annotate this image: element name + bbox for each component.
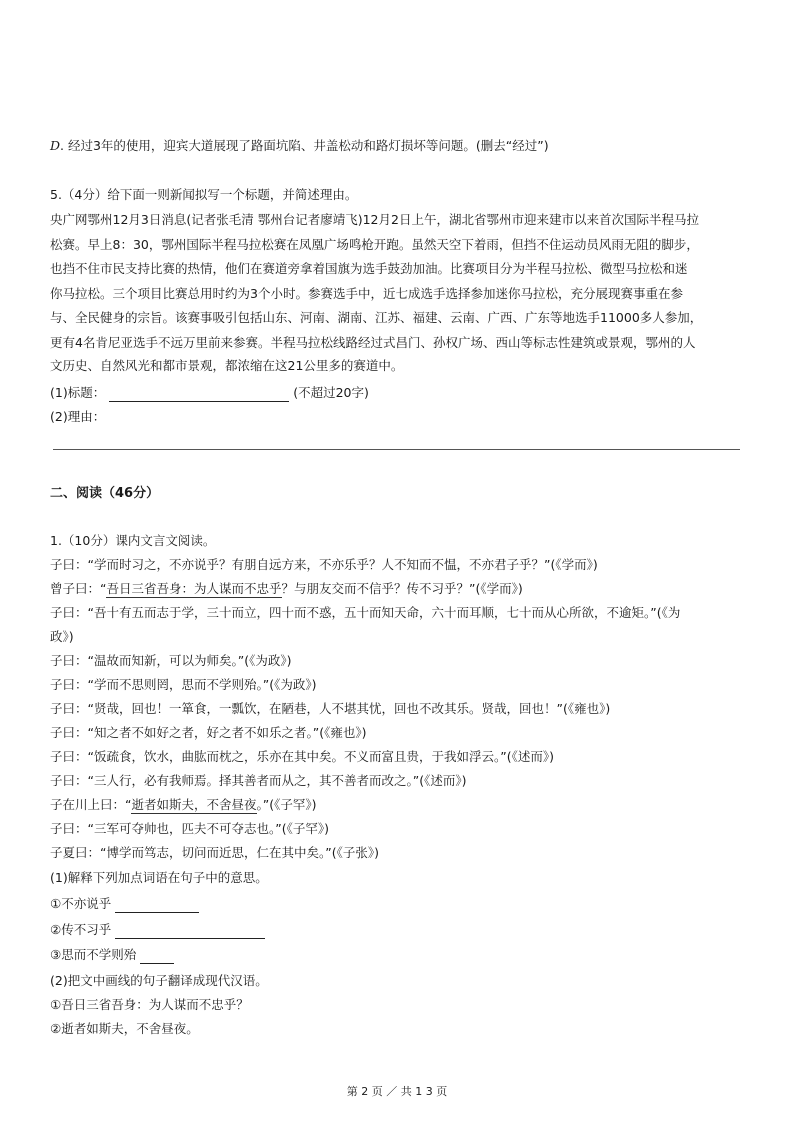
q1-stem: 1.（10分）课内文言文阅读。 [50, 533, 216, 548]
reason-answer-line[interactable] [53, 449, 740, 450]
classic-line: 子曰：“学而不思则罔，思而不学则殆。”(《为政》) [50, 677, 317, 692]
word-item-label: ②传不习乎 [50, 922, 112, 937]
classic-line: 子曰：“学而时习之，不亦说乎？有朋自远方来，不亦乐乎？人不知而不愠，不亦君子乎？”(《学而》) [50, 557, 598, 572]
q5-stem: 5.（4分）给下面一则新闻拟写一个标题，并简述理由。 [50, 187, 358, 202]
news-line: 也挡不住市民支持比赛的热情，他们在赛道旁拿着国旗为选手鼓劲加油。比赛项目分为半程马拉松、微型马拉松和迷 [50, 261, 688, 276]
word-item [50, 895, 750, 913]
word-item-label: ①不亦说乎 [50, 896, 112, 911]
classic-line [50, 796, 750, 814]
translate-item: ①吾日三省吾身：为人谋而不忠乎？ [50, 997, 249, 1012]
word-item [50, 946, 750, 964]
classic-line: 子夏曰：“博学而笃志，切问而近思，仁在其中矣。”(《子张》) [50, 845, 379, 860]
news-line: 你马拉松。三个项目比赛总用时约为3个小时。参赛选手中，近七成选手选择参加迷你马拉松，充分展现赛事重在参 [50, 286, 683, 301]
classic-line: 子曰：“饭疏食，饮水，曲肱而枕之，乐亦在其中矣。不义而富且贵，于我如浮云。”(《述而》) [50, 749, 554, 764]
line-prefix: 曾子曰：“ [50, 581, 107, 596]
option-letter: D [50, 138, 61, 153]
answer-blank[interactable] [115, 924, 265, 939]
title-label: (1)标题： [50, 385, 106, 400]
sub-question-2: (2)把文中画线的句子翻译成现代汉语。 [50, 973, 268, 988]
classic-line: 子曰：“三军可夺帅也，匹夫不可夺志也。”(《子罕》) [50, 821, 329, 836]
news-line: 松赛。早上8：30，鄂州国际半程马拉松赛在凤凰广场鸣枪开跑。虽然天空下着雨，但挡不住运动员风雨无阻的脚步， [50, 237, 699, 252]
option-text: . 经过3年的使用，迎宾大道展现了路面坑陷、井盖松动和路灯损坏等问题。(删去“经过”) [60, 138, 549, 153]
line-prefix: 子在川上曰：“ [50, 797, 132, 812]
line-suffix: 。”(《子罕》) [256, 797, 317, 812]
classic-line: 子曰：“知之者不如好之者，好之者不如乐之者。”(《雍也》) [50, 725, 367, 740]
classic-line: 子曰：“吾十有五而志于学，三十而立，四十而不惑，五十而知天命，六十而耳顺，七十而从心所欲，不逾矩。”(《为 [50, 605, 681, 620]
page-footer: 第 2 页 ／ 共 1 3 页 [346, 1085, 448, 1098]
classic-line: 政》) [50, 629, 74, 644]
underlined-sentence: 吾日三省吾身：为人谋而不忠乎 [106, 581, 282, 596]
answer-blank[interactable] [115, 898, 199, 913]
translate-item: ②逝者如斯夫，不舍昼夜。 [50, 1021, 199, 1036]
news-line: 文历史、自然风光和都市景观，都浓缩在这21公里多的赛道中。 [50, 358, 404, 373]
line-suffix: ？与朋友交而不信乎？传不习乎？”(《学而》) [281, 581, 523, 596]
news-line: 央广网鄂州12月3日消息(记者张毛清 鄂州台记者廖靖飞)12月2日上午，湖北省鄂州市迎来建市以来首次国际半程马拉 [50, 212, 699, 227]
word-item-label: ③思而不学则殆 [50, 947, 137, 962]
classic-line [50, 580, 750, 598]
news-line: 与、全民健身的宗旨。该赛事吸引包括山东、河南、湖南、江苏、福建、云南、广西、广东等地选手11000多人参加， [50, 310, 703, 325]
q4-option-d [50, 137, 750, 155]
sub-question-1: (1)解释下列加点词语在句子中的意思。 [50, 870, 268, 885]
news-line: 更有4名肯尼亚选手不远万里前来参赛。半程马拉松线路经过式昌门、孙权广场、西山等标志性建筑或景观，鄂州的人 [50, 335, 696, 350]
title-note: (不超过20字) [293, 385, 369, 400]
title-answer-blank[interactable] [109, 387, 289, 402]
classic-line: 子曰：“贤哉，回也！一箪食，一瓢饮，在陋巷，人不堪其忧，回也不改其乐。贤哉，回也！”(《雍也》) [50, 701, 611, 716]
reason-label: (2)理由： [50, 409, 106, 424]
classic-line: 子曰：“温故而知新，可以为师矣。”(《为政》) [50, 653, 292, 668]
word-item [50, 921, 750, 939]
classic-line: 子曰：“三人行，必有我师焉。择其善者而从之，其不善者而改之。”(《述而》) [50, 773, 467, 788]
underlined-sentence: 逝者如斯夫，不舍昼夜 [131, 797, 257, 812]
section-heading: 二、阅读（46分） [50, 486, 160, 501]
title-answer-row [50, 384, 750, 402]
answer-blank[interactable] [140, 949, 174, 964]
